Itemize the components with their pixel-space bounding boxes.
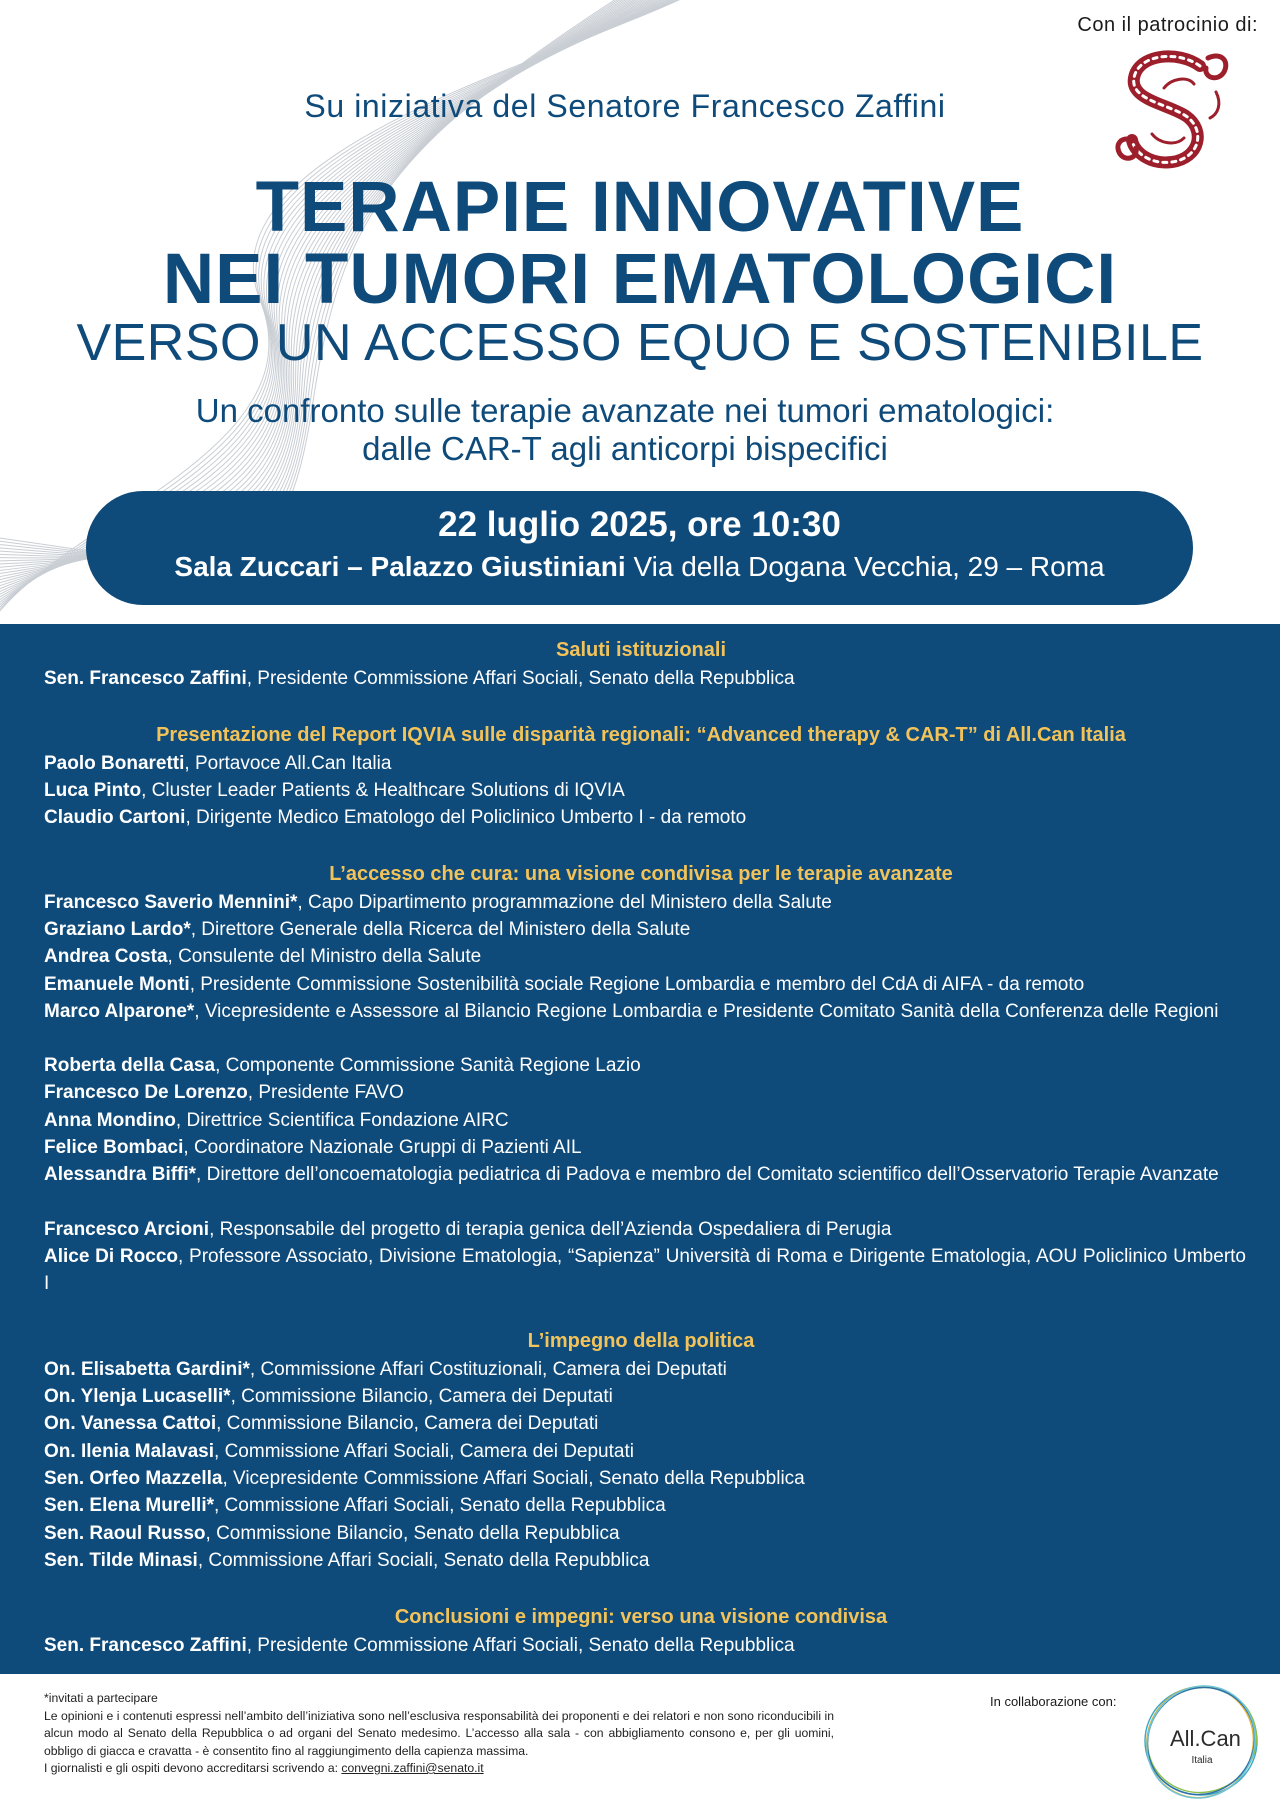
speaker-name: Andrea Costa	[44, 946, 168, 967]
speaker-role: , Commissione Affari Sociali, Senato della Repubblica	[214, 1495, 666, 1516]
collaboration-label: In collaborazione con:	[990, 1694, 1117, 1709]
accreditation-email-link[interactable]: convegni.zaffini@senato.it	[341, 1761, 484, 1775]
speaker-entry	[44, 1547, 1246, 1574]
accreditation-text: I giornalisti e gli ospiti devono accreditarsi scrivendo a:	[44, 1761, 342, 1775]
speaker-name: Sen. Raoul Russo	[44, 1523, 206, 1544]
tagline-line-2: dalle CAR-T agli anticorpi bispecifici	[362, 430, 888, 467]
speaker-name: Sen. Francesco Zaffini	[44, 1635, 247, 1656]
speaker-entry	[44, 916, 1246, 943]
speaker-role: , Componente Commissione Sanità Regione Lazio	[215, 1055, 641, 1076]
speaker-entry	[44, 889, 1246, 916]
speaker-role: , Commissione Affari Costituzionali, Camera dei Deputati	[249, 1359, 727, 1380]
speaker-role: , Commissione Bilancio, Camera dei Deputati	[216, 1413, 599, 1434]
speaker-role: , Portavoce All.Can Italia	[184, 753, 392, 774]
speaker-role: , Presidente Commissione Affari Sociali, Senato della Repubblica	[246, 668, 795, 689]
footer	[0, 1674, 1280, 1810]
speaker-name: Graziano Lardo*	[44, 919, 191, 940]
venue-address: Via della Dogana Vecchia, 29 – Roma	[633, 551, 1105, 582]
speaker-role: , Consulente del Ministro della Salute	[167, 946, 482, 967]
speaker-entry	[44, 1079, 1246, 1106]
speaker-name: Claudio Cartoni	[44, 807, 186, 828]
speaker-name: On. Ylenja Lucaselli*	[44, 1386, 231, 1407]
speaker-role: , Commissione Affari Sociali, Camera dei Deputati	[214, 1441, 634, 1462]
speaker-entry	[44, 1410, 1246, 1437]
speaker-name: Sen. Elena Murelli*	[44, 1495, 214, 1516]
speaker-entry	[44, 1520, 1246, 1547]
venue-name: Sala Zuccari – Palazzo Giustiniani	[174, 551, 626, 582]
speaker-entry	[44, 943, 1246, 970]
speaker-role: , Cluster Leader Patients & Healthcare Solutions di IQVIA	[141, 780, 625, 801]
tagline-line-1: Un confronto sulle terapie avanzate nei tumori ematologici:	[195, 392, 1055, 429]
speaker-entry	[44, 1632, 1246, 1659]
speaker-entry	[44, 1243, 1246, 1297]
speaker-entry	[44, 777, 1246, 804]
event-title-line-1: TERAPIE INNOVATIVE	[255, 168, 1025, 247]
speaker-name: Francesco De Lorenzo	[44, 1082, 248, 1103]
patronage-label: Con il patrocinio di:	[1077, 14, 1258, 36]
event-header	[0, 0, 1280, 624]
speaker-role: , Direttore dell’oncoematologia pediatrica di Padova e membro del Comitato scientifico dell’Osservatorio Terapie Avanzate	[196, 1164, 1219, 1185]
partner-country: Italia	[1191, 1755, 1213, 1766]
speaker-role: , Professore Associato, Divisione Ematologia, “Sapienza” Università di Roma e Dirigente Ematologia, AOU Policlinico Umberto I	[44, 1246, 1246, 1294]
disclaimer-text: Le opinioni e i contenuti espressi nell’ambito dell’iniziativa sono nell’esclusiva responsabilità dei proponenti e dei relatori e non sono riconducibili in alcun modo al Senato della Repubblica o ad organi del Senato medesimo. L’accesso alla sala - con abbigliamento consono e, per gli uomini, obbligo di giacca e cravatta - è consentito fino al raggiungimento della capienza massima.	[44, 1708, 834, 1758]
section-title-politica: L’impegno della politica	[527, 1330, 755, 1352]
speaker-role: , Presidente Commissione Affari Sociali, Senato della Repubblica	[246, 1635, 795, 1656]
speaker-role: , Capo Dipartimento programmazione del Ministero della Salute	[297, 892, 832, 913]
speaker-name: On. Elisabetta Gardini*	[44, 1359, 250, 1380]
speaker-name: Alessandra Biffi*	[44, 1164, 197, 1185]
speaker-entry	[44, 1216, 1246, 1243]
speaker-entry	[44, 1052, 1246, 1079]
speaker-name: Anna Mondino	[44, 1110, 176, 1131]
speaker-name: Marco Alparone*	[44, 1001, 195, 1022]
speaker-entry	[44, 1438, 1246, 1465]
speaker-role: , Direttrice Scientifica Fondazione AIRC	[175, 1110, 509, 1131]
speaker-role: , Direttore Generale della Ricerca del Ministero della Salute	[190, 919, 691, 940]
section-title-report: Presentazione del Report IQVIA sulle disparità regionali: “Advanced therapy & CAR-T” di All.Can Italia	[156, 724, 1126, 746]
invited-note: *invitati a partecipare	[44, 1691, 158, 1705]
speaker-role: , Presidente Commissione Sostenibilità sociale Regione Lombardia e membro del CdA di AIFA - da remoto	[189, 974, 1085, 995]
event-date: 22 luglio 2025, ore 10:30	[438, 505, 841, 544]
speaker-entry	[44, 1465, 1246, 1492]
speaker-name: Sen. Orfeo Mazzella	[44, 1468, 223, 1489]
speaker-name: Paolo Bonaretti	[44, 753, 185, 774]
speaker-entry	[44, 1134, 1246, 1161]
speaker-entry	[44, 1383, 1246, 1410]
speaker-name: Francesco Saverio Mennini*	[44, 892, 298, 913]
speaker-role: , Commissione Bilancio, Senato della Repubblica	[205, 1523, 620, 1544]
footer-notes	[44, 1690, 834, 1778]
speaker-role: , Coordinatore Nazionale Gruppi di Pazienti AIL	[183, 1137, 582, 1158]
event-venue	[86, 551, 1193, 583]
speaker-name: Luca Pinto	[44, 780, 142, 801]
section-title-saluti: Saluti istituzionali	[555, 639, 726, 661]
accreditation-line	[44, 1760, 834, 1778]
speaker-name: Alice Di Rocco	[44, 1246, 178, 1267]
speaker-entry	[44, 1107, 1246, 1134]
speaker-entry	[44, 1492, 1246, 1519]
program-section	[0, 624, 1280, 1674]
speaker-entry	[44, 998, 1246, 1025]
speaker-entry	[44, 1161, 1246, 1188]
speaker-role: , Dirigente Medico Ematologo del Policlinico Umberto I - da remoto	[185, 807, 747, 828]
speaker-name: Sen. Tilde Minasi	[44, 1550, 198, 1571]
event-title-line-2: NEI TUMORI EMATOLOGICI	[162, 240, 1118, 319]
speaker-name: Roberta della Casa	[44, 1055, 216, 1076]
speaker-entry	[44, 750, 1246, 777]
speaker-name: Francesco Arcioni	[44, 1219, 210, 1240]
speaker-name: Emanuele Monti	[44, 974, 190, 995]
speaker-role: , Vicepresidente Commissione Affari Sociali, Senato della Repubblica	[222, 1468, 805, 1489]
speaker-entry	[44, 1356, 1246, 1383]
speaker-role: , Presidente FAVO	[247, 1082, 404, 1103]
speaker-role: , Responsabile del progetto di terapia genica dell’Azienda Ospedaliera di Perugia	[209, 1219, 892, 1240]
speaker-name: On. Ilenia Malavasi	[44, 1441, 215, 1462]
initiative-line: Su iniziativa del Senatore Francesco Zaffini	[304, 88, 946, 124]
section-title-accesso: L’accesso che cura: una visione condivisa per le terapie avanzate	[329, 863, 953, 885]
speaker-name: Felice Bombaci	[44, 1137, 184, 1158]
speaker-name: On. Vanessa Cattoi	[44, 1413, 217, 1434]
speaker-entry	[44, 804, 1246, 831]
event-subtitle: VERSO UN ACCESSO EQUO E SOSTENIBILE	[76, 314, 1204, 372]
speaker-role: , Commissione Bilancio, Camera dei Deputati	[230, 1386, 613, 1407]
partner-name: All.Can	[1170, 1726, 1241, 1751]
date-venue-banner	[86, 491, 1193, 605]
speaker-entry	[44, 665, 1246, 692]
speaker-role: , Vicepresidente e Assessore al Bilancio Regione Lombardia e Presidente Comitato Sanità della Conferenza delle Regioni	[194, 1001, 1219, 1022]
speaker-name: Sen. Francesco Zaffini	[44, 668, 247, 689]
section-title-conclusioni: Conclusioni e impegni: verso una visione condivisa	[394, 1606, 888, 1628]
speaker-entry	[44, 971, 1246, 998]
speaker-role: , Commissione Affari Sociali, Senato della Repubblica	[197, 1550, 650, 1571]
